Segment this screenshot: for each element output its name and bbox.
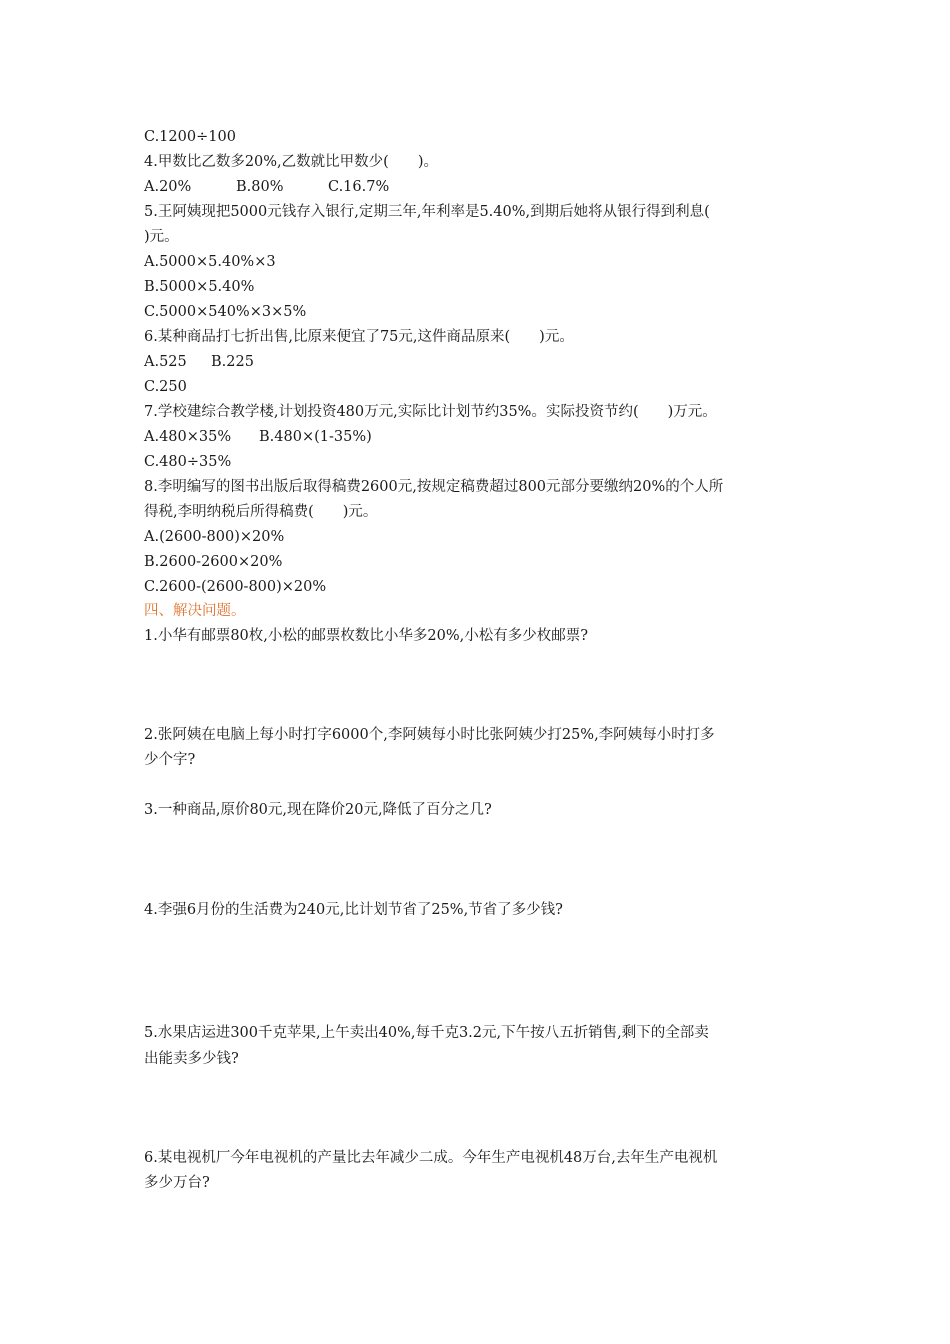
- problem-3: 3.一种商品,原价80元,现在降价20元,降低了百分之几?: [144, 802, 492, 818]
- q7-stem: 7.学校建综合教学楼,计划投资480万元,实际比计划节约35%。实际投资节约( )万元。: [144, 404, 717, 420]
- q4-option-a: A.20%: [144, 179, 192, 195]
- q8-stem-line1: 8.李明编写的图书出版后取得稿费2600元,按规定稿费超过800元部分要缴纳20%的个人所: [144, 479, 724, 495]
- q8-option-b: B.2600-2600×20%: [144, 554, 283, 570]
- problem-4: 4.李强6月份的生活费为240元,比计划节省了25%,节省了多少钱?: [144, 902, 563, 918]
- q5-option-c: C.5000×540%×3×5%: [144, 304, 307, 320]
- q6-option-a: A.525: [144, 354, 187, 370]
- problem-5-line1: 5.水果店运进300千克苹果,上午卖出40%,每千克3.2元,下午按八五折销售,剩下的全部卖: [144, 1025, 709, 1041]
- q5-option-a: A.5000×5.40%×3: [144, 254, 276, 270]
- q6-options: [144, 352, 254, 372]
- problem-2-line1: 2.张阿姨在电脑上每小时打字6000个,李阿姨每小时比张阿姨少打25%,李阿姨每小时打多: [144, 727, 715, 743]
- section-4-heading: 四、解决问题。: [144, 603, 246, 619]
- q8-stem-line2: 得税,李明纳税后所得稿费( )元。: [144, 504, 378, 520]
- problem-6-line1: 6.某电视机厂今年电视机的产量比去年减少二成。今年生产电视机48万台,去年生产电视机: [144, 1150, 718, 1166]
- q7-option-a: A.480×35%: [144, 429, 232, 445]
- q4-stem: 4.甲数比乙数多20%,乙数就比甲数少( )。: [144, 154, 438, 170]
- q8-option-c: C.2600-(2600-800)×20%: [144, 579, 327, 595]
- q4-options: [144, 177, 389, 197]
- q5-stem-line2: )元。: [144, 229, 179, 245]
- q5-option-b: B.5000×5.40%: [144, 279, 255, 295]
- problem-2-line2: 少个字?: [144, 752, 196, 768]
- q6-option-c: C.250: [144, 379, 187, 395]
- q5-stem-line1: 5.王阿姨现把5000元钱存入银行,定期三年,年利率是5.40%,到期后她将从银行得到利息(: [144, 204, 710, 220]
- q6-option-b: B.225: [211, 354, 254, 370]
- q4-option-c: C.16.7%: [328, 179, 390, 195]
- q3-option-c: C.1200÷100: [144, 129, 236, 145]
- q4-option-b: B.80%: [236, 179, 284, 195]
- q8-option-a: A.(2600-800)×20%: [144, 529, 285, 545]
- q7-options: [144, 427, 372, 447]
- q6-stem: 6.某种商品打七折出售,比原来便宜了75元,这件商品原来( )元。: [144, 329, 574, 345]
- problem-1: 1.小华有邮票80枚,小松的邮票枚数比小华多20%,小松有多少枚邮票?: [144, 628, 589, 644]
- q7-option-c: C.480÷35%: [144, 454, 232, 470]
- problem-6-line2: 多少万台?: [144, 1175, 210, 1191]
- q7-option-b: B.480×(1-35%): [259, 429, 372, 445]
- problem-5-line2: 出能卖多少钱?: [144, 1051, 239, 1067]
